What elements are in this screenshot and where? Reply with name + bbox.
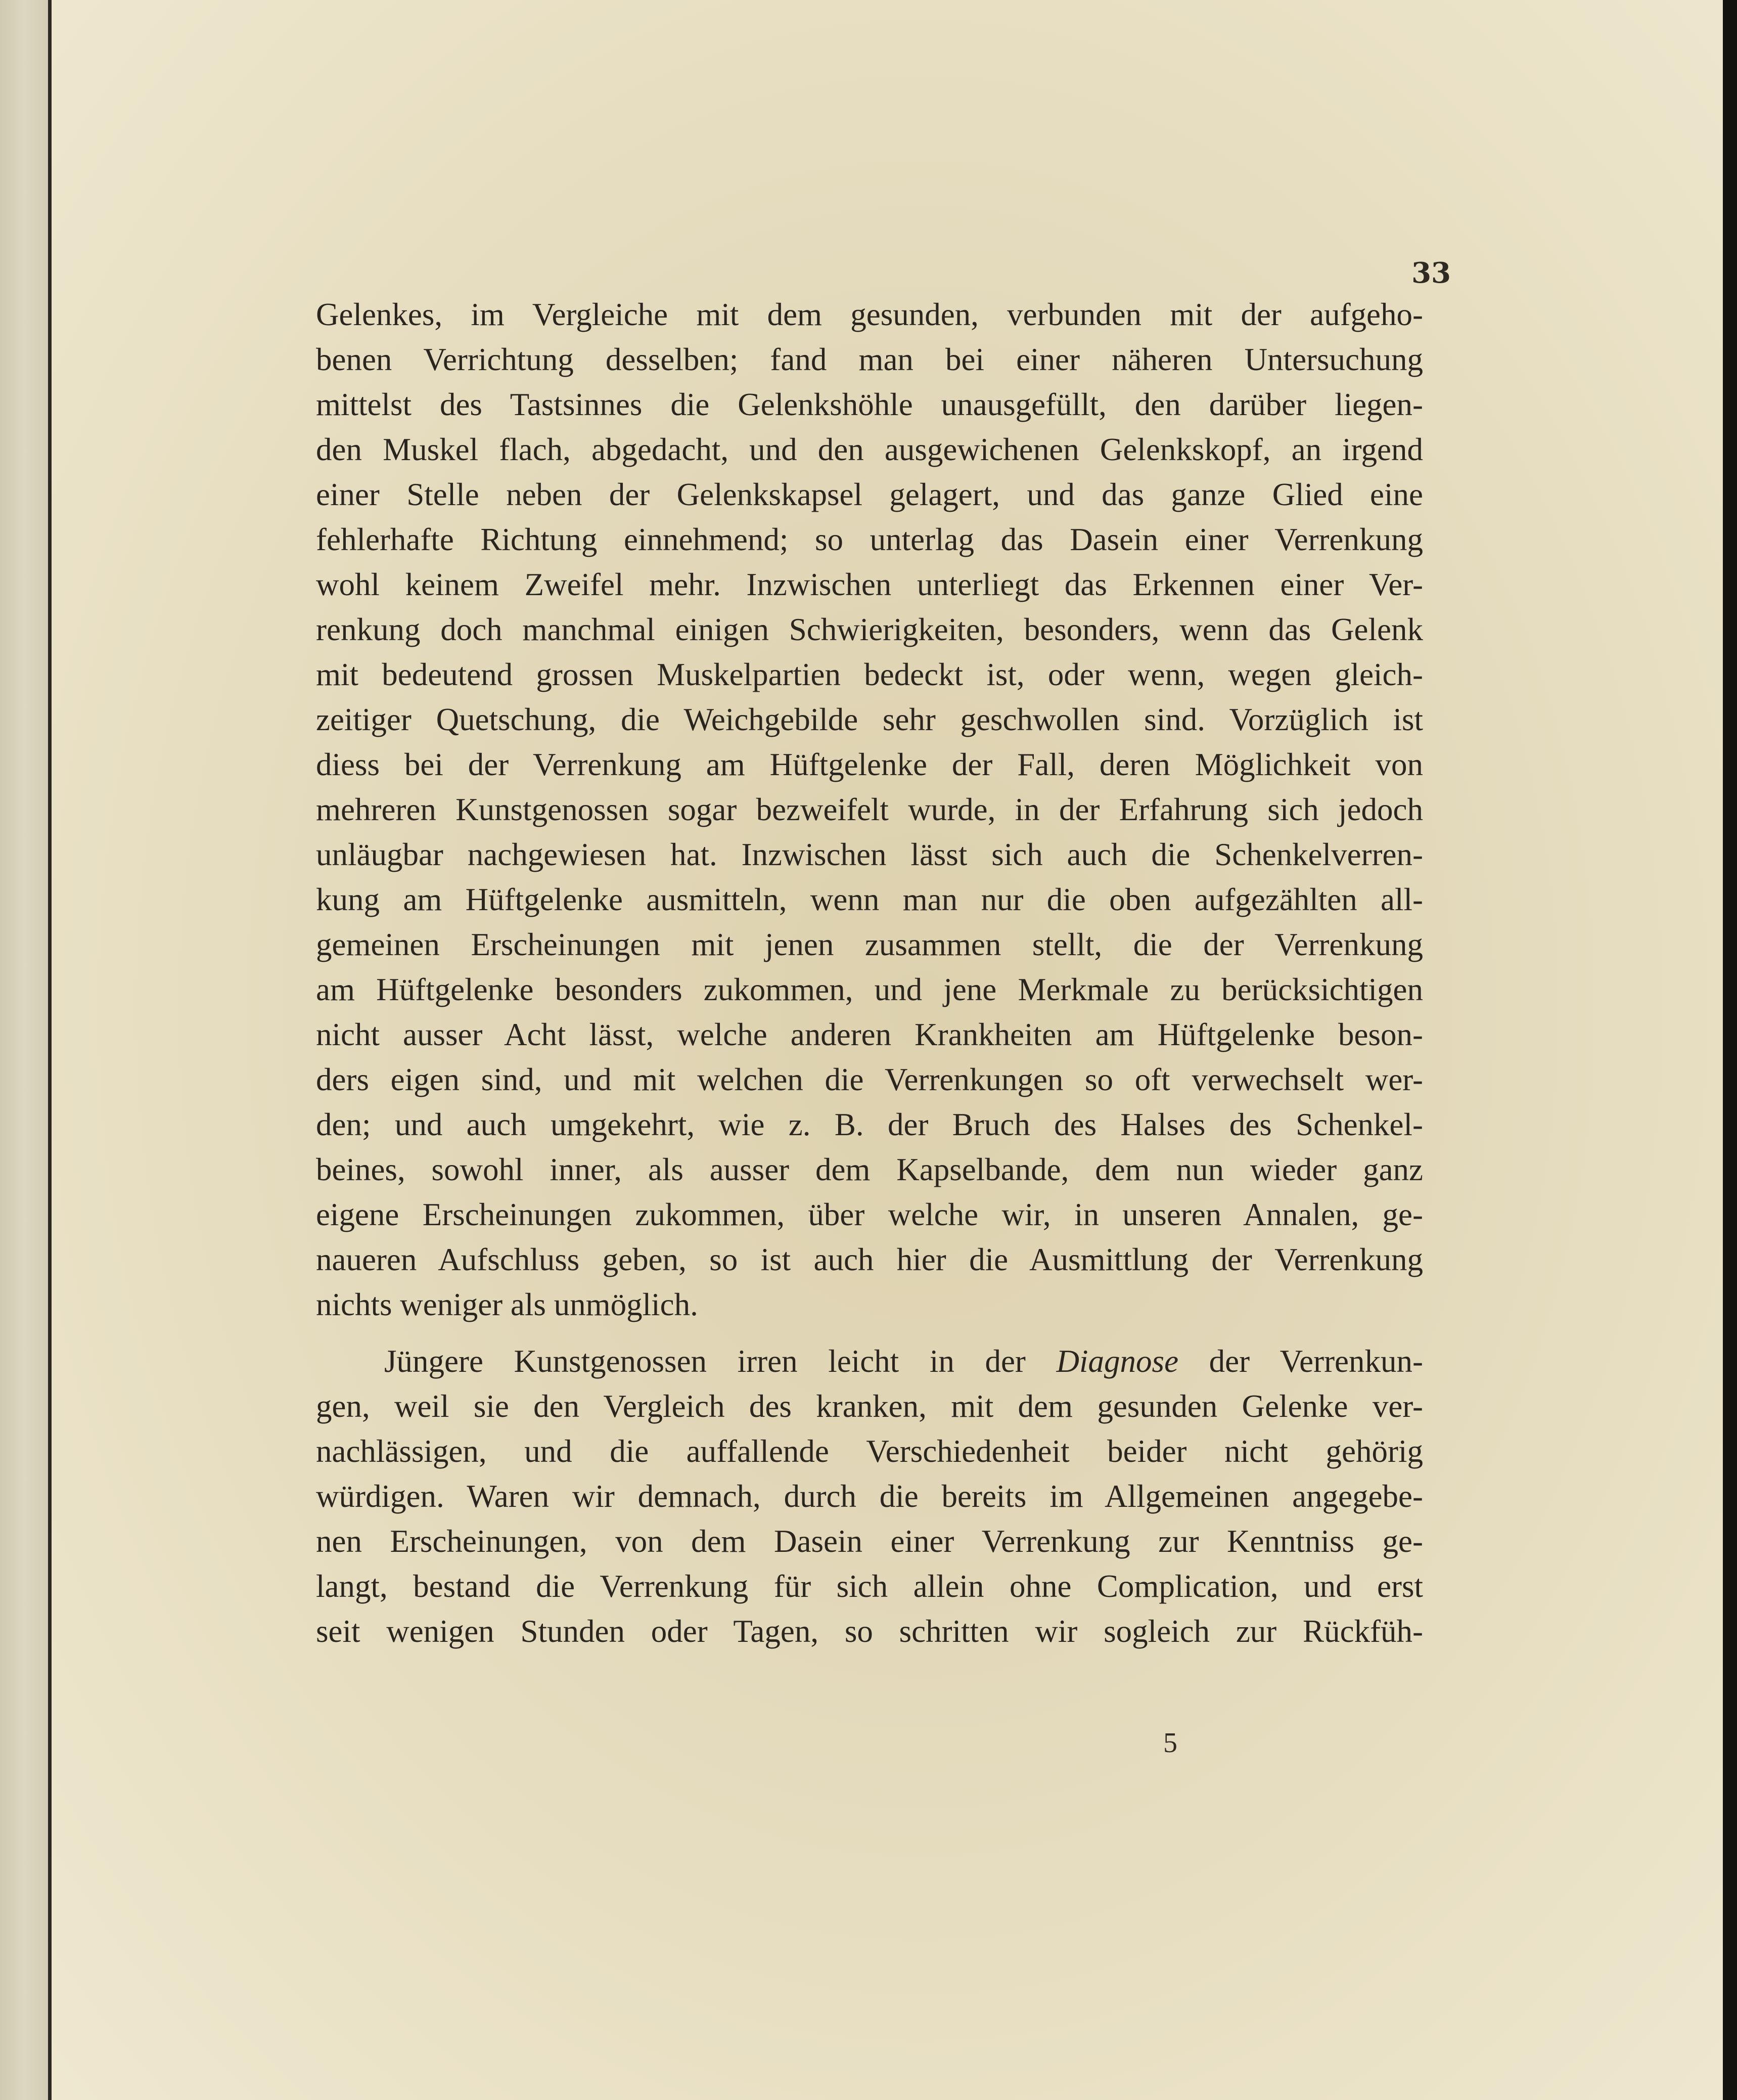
italic-term: Diagnose xyxy=(1056,1344,1179,1379)
paragraph xyxy=(316,292,1423,1327)
gutter-shadow xyxy=(48,0,52,2100)
text-line: unläugbar nachgewiesen hat. Inzwischen lässt sich auch die Schenkelverren- xyxy=(316,837,1423,872)
text-line: ders eigen sind, und mit welchen die Verrenkungen so oft verwechselt wer- xyxy=(316,1062,1423,1097)
text-line: renkung doch manchmal einigen Schwierigkeiten, besonders, wenn das Gelenk xyxy=(316,612,1423,647)
text-line: mit bedeutend grossen Muskelpartien bedeckt ist, oder wenn, wegen gleich- xyxy=(316,657,1423,692)
text-line: zeitiger Quetschung, die Weichgebilde sehr geschwollen sind. Vorzüglich ist xyxy=(316,702,1423,737)
text-line: wohl keinem Zweifel mehr. Inzwischen unterliegt das Erkennen einer Ver- xyxy=(316,567,1423,602)
body-text xyxy=(316,292,1423,1654)
text-line: am Hüftgelenke besonders zukommen, und jene Merkmale zu berücksichtigen xyxy=(316,972,1423,1007)
text-run: der Verrenkun- xyxy=(1178,1344,1423,1379)
text-line: gen, weil sie den Vergleich des kranken, mit dem gesunden Gelenke ver- xyxy=(316,1389,1423,1424)
text-line: eigene Erscheinungen zukommen, über welche wir, in unseren Annalen, ge- xyxy=(316,1197,1423,1232)
text-line: nen Erscheinungen, von dem Dasein einer Verrenkung zur Kenntniss ge- xyxy=(316,1524,1423,1559)
text-line: seit wenigen Stunden oder Tagen, so schritten wir sogleich zur Rückfüh- xyxy=(316,1614,1423,1649)
text-line: einer Stelle neben der Gelenkskapsel gelagert, und das ganze Glied eine xyxy=(316,477,1423,512)
text-line: gemeinen Erscheinungen mit jenen zusammen stellt, die der Verrenkung xyxy=(316,927,1423,962)
text-line: beines, sowohl inner, als ausser dem Kapselbande, dem nun wieder ganz xyxy=(316,1152,1423,1187)
text-line: naueren Aufschluss geben, so ist auch hier die Ausmittlung der Verrenkung xyxy=(316,1242,1423,1277)
page-number: 33 xyxy=(1411,256,1451,290)
paragraph xyxy=(316,1339,1423,1654)
text-line: benen Verrichtung desselben; fand man bei einer näheren Untersuchung xyxy=(316,342,1423,377)
signature-mark: 5 xyxy=(1163,1727,1177,1759)
text-line: mehreren Kunstgenossen sogar bezweifelt wurde, in der Erfahrung sich jedoch xyxy=(316,792,1423,827)
text-line xyxy=(316,1339,1423,1384)
text-line: würdigen. Waren wir demnach, durch die bereits im Allgemeinen angegebe- xyxy=(316,1479,1423,1514)
scan-border xyxy=(1723,0,1737,2100)
text-run: Jüngere Kunstgenossen irren leicht in der xyxy=(384,1344,1057,1379)
text-line: mittelst des Tastsinnes die Gelenkshöhle unausgefüllt, den darüber liegen- xyxy=(316,387,1423,422)
text-line: fehlerhafte Richtung einnehmend; so unterlag das Dasein einer Verrenkung xyxy=(316,522,1423,557)
text-line: nachlässigen, und die auffallende Verschiedenheit beider nicht gehörig xyxy=(316,1434,1423,1469)
text-line: den; und auch umgekehrt, wie z. B. der Bruch des Halses des Schenkel- xyxy=(316,1107,1423,1142)
facing-page-edge xyxy=(0,0,48,2100)
text-line: den Muskel flach, abgedacht, und den ausgewichenen Gelenkskopf, an irgend xyxy=(316,432,1423,467)
text-line: kung am Hüftgelenke ausmitteln, wenn man nur die oben aufgezählten all- xyxy=(316,882,1423,917)
text-line: Gelenkes, im Vergleiche mit dem gesunden, verbunden mit der aufgeho- xyxy=(316,297,1423,332)
text-line: diess bei der Verrenkung am Hüftgelenke der Fall, deren Möglichkeit von xyxy=(316,747,1423,782)
text-line: langt, bestand die Verrenkung für sich allein ohne Complication, und erst xyxy=(316,1569,1423,1604)
text-line: nichts weniger als unmöglich. xyxy=(316,1287,698,1322)
text-line: nicht ausser Acht lässt, welche anderen Krankheiten am Hüftgelenke beson- xyxy=(316,1017,1423,1052)
